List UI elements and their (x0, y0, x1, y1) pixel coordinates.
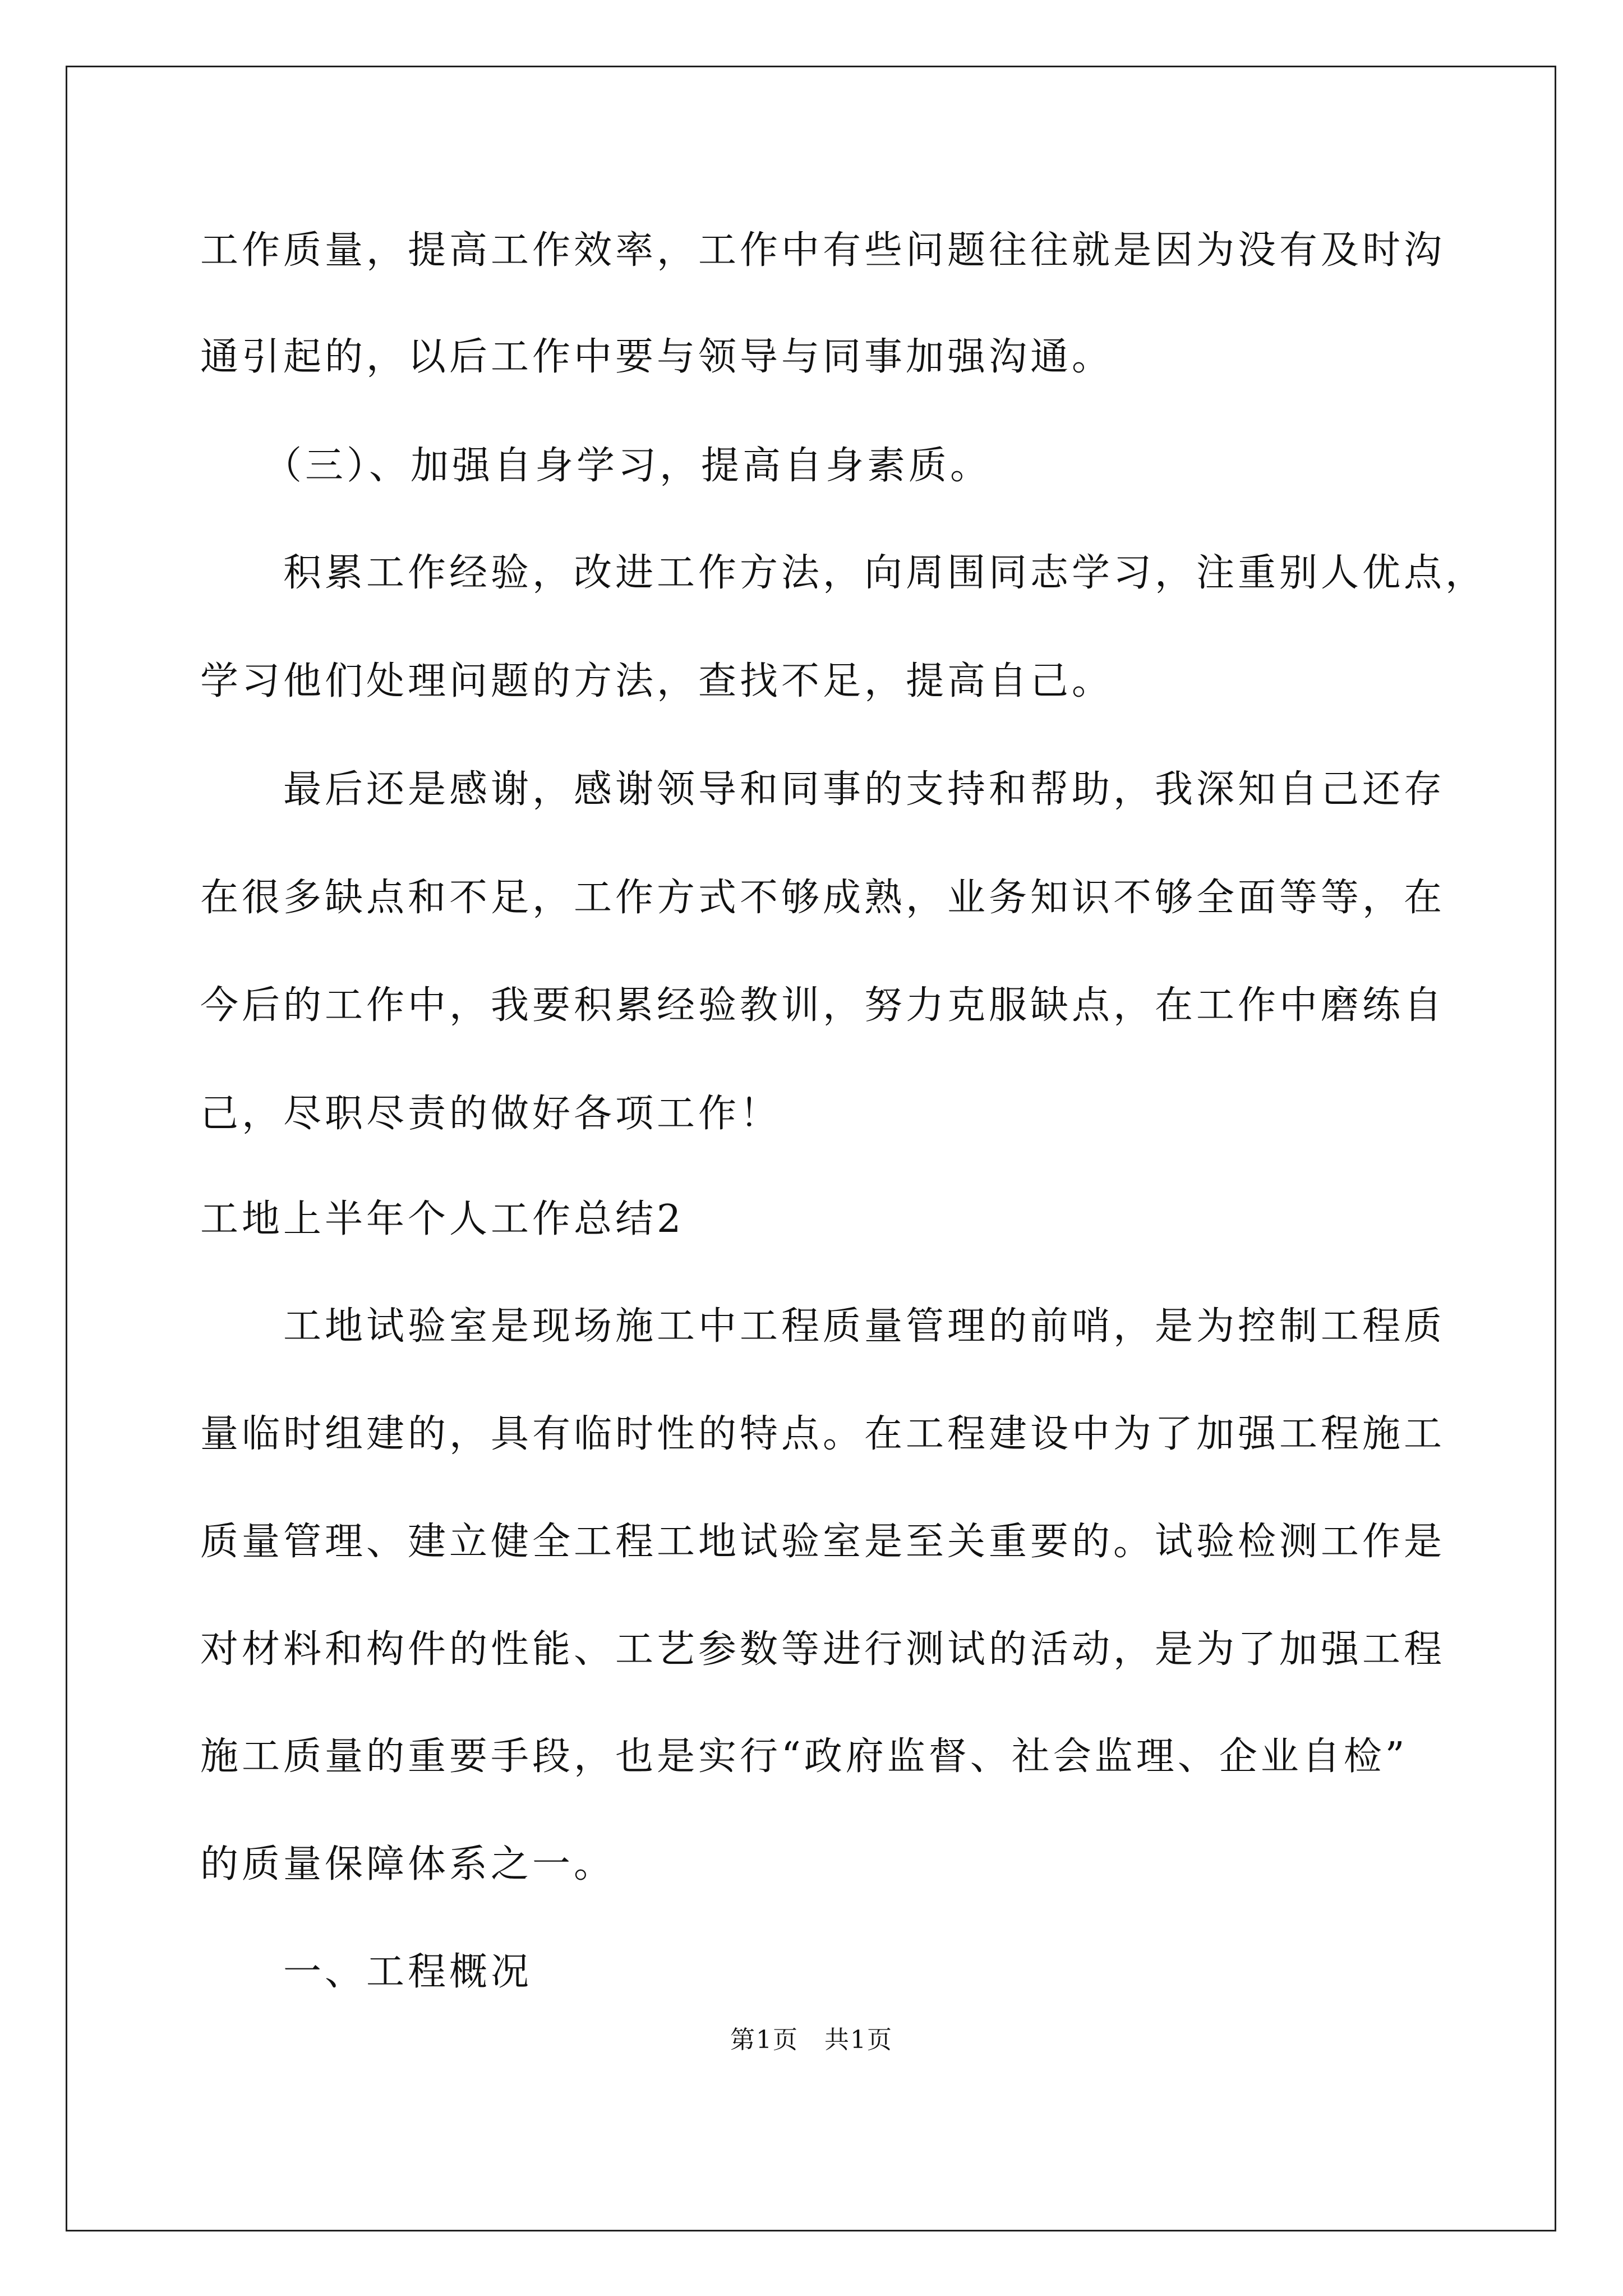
text-line: 在很多缺点和不足，工作方式不够成熟，业务知识不够全面等等，在 (200, 876, 1446, 920)
text-line: 量临时组建的，具有临时性的特点。在工程建设中为了加强工程施工 (200, 1412, 1446, 1456)
text-line: 质量管理、建立健全工程工地试验室是至关重要的。试验检测工作是 (200, 1520, 1446, 1564)
section-heading: （三）、加强自身学习，提高自身素质。 (264, 444, 992, 488)
text-line: 通引起的，以后工作中要与领导与同事加强沟通。 (200, 335, 1114, 379)
text-line: 己，尽职尽责的做好各项工作！ (200, 1092, 782, 1136)
paragraph-start: 最后还是感谢，感谢领导和同事的支持和帮助，我深知自己还存 (283, 767, 1446, 812)
section-heading: 一、工程概况 (283, 1950, 533, 1994)
paragraph-start: 工地试验室是现场施工中工程质量管理的前哨，是为控制工程质 (283, 1304, 1446, 1349)
text-line: 学习他们处理问题的方法，查找不足，提高自己。 (200, 659, 1114, 703)
page-number: 第1页 共1页 (730, 2026, 893, 2054)
page-border (66, 66, 1556, 2231)
text-line: 施工质量的重要手段，也是实行“政府监督、社会监理、企业自检” (200, 1734, 1408, 1779)
text-line: 工作质量，提高工作效率，工作中有些问题往往就是因为没有及时沟 (200, 228, 1446, 273)
paragraph-start: 积累工作经验，改进工作方法，向周围同志学习，注重别人优点， (283, 551, 1487, 595)
text-line: 今后的工作中，我要积累经验教训，努力克服缺点，在工作中磨练自 (200, 983, 1446, 1028)
article-title: 工地上半年个人工作总结2 (200, 1197, 685, 1241)
text-line: 的质量保障体系之一。 (200, 1842, 616, 1887)
text-line: 对材料和构件的性能、工艺参数等进行测试的活动，是为了加强工程 (200, 1627, 1446, 1672)
